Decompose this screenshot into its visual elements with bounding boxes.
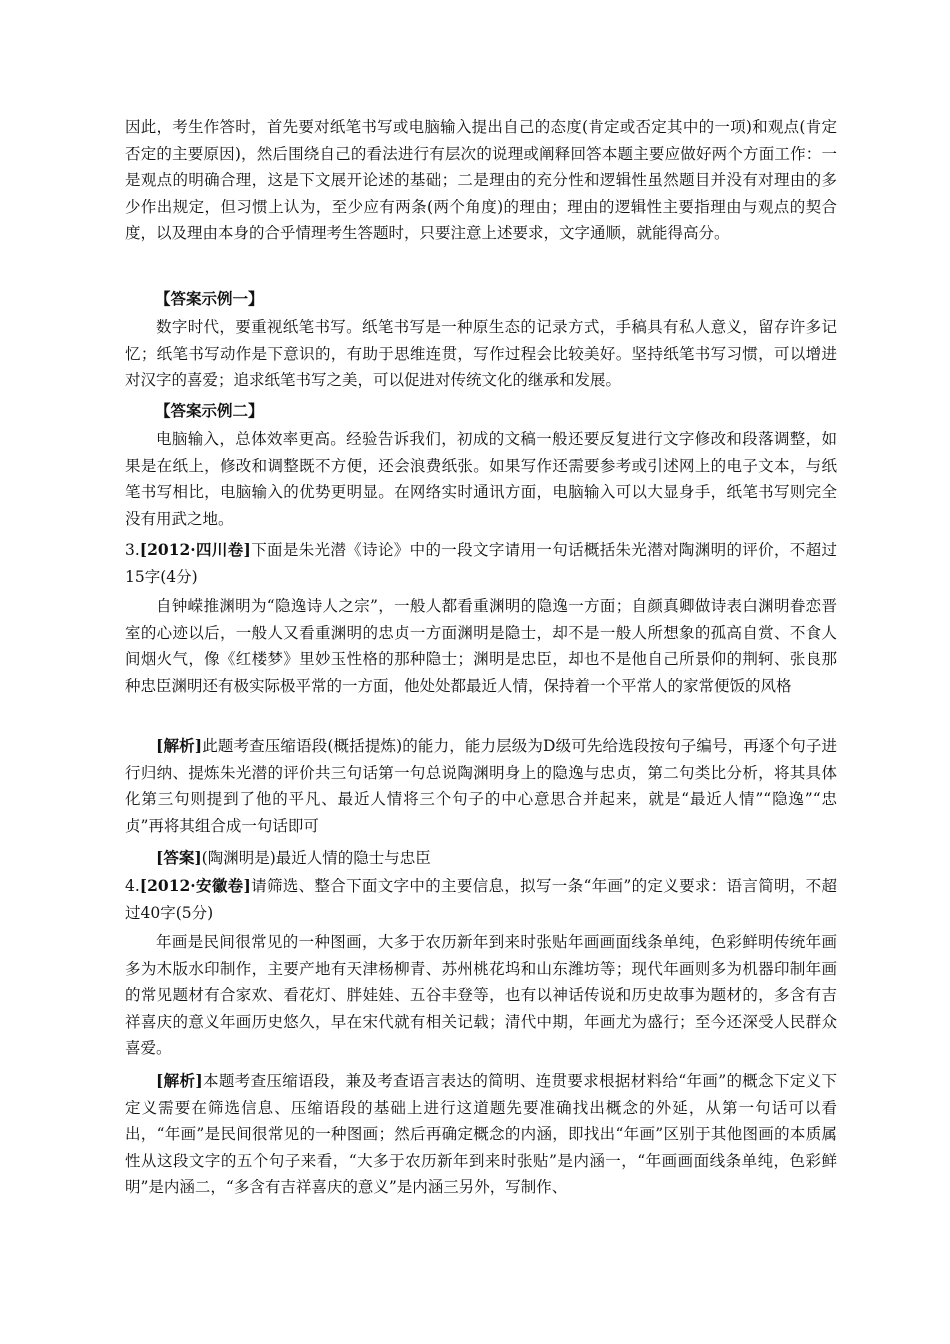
question-3-text: 下面是朱光潜《诗论》中的一段文字请用一句话概括朱光潜对陶渊明的评价，不超过15字(4分)	[125, 541, 837, 586]
question-3-answer-label: [答案]	[156, 848, 202, 867]
question-4-analysis-text: 本题考查压缩语段，兼及考查语言表达的简明、连贯要求根据材料给“年画”的概念下定义下定义需要在筛选信息、压缩语段的基础上进行这道题先要准确找出概念的外延，从第一句话可以看出，“年画”是民间很常见的一种图画；然后再确定概念的内涵，即找出“年画”区别于其他图画的本质属性从这段文字的五个句子来看，“大多于农历新年到来时张贴”是内涵一，“年画画面线条单纯，色彩鲜明”是内涵二，“多含有吉祥喜庆的意义”是内涵三另外，写制作、	[125, 1072, 838, 1196]
question-4-source: [2012·安徽卷]	[139, 876, 251, 895]
question-4-number: 4.	[125, 877, 140, 895]
example-two-label: 【答案示例二】	[155, 401, 264, 420]
question-3-answer	[156, 845, 431, 872]
question-3-source: [2012·四川卷]	[139, 540, 251, 559]
question-4-analysis	[125, 1068, 837, 1201]
question-3-analysis	[125, 733, 837, 839]
example-one-text: 数字时代，要重视纸笔书写。纸笔书写是一种原生态的记录方式，手稿具有私人意义，留存许多记忆；纸笔书写动作是下意识的，有助于思维连贯，写作过程会比较美好。坚持纸笔书写习惯，可以增进对汉字的喜爱；追求纸笔书写之美，可以促进对传统文化的继承和发展。	[125, 318, 837, 389]
question-4-stem	[125, 873, 837, 926]
question-3-analysis-label: [解析]	[156, 736, 203, 755]
question-3-passage: 自钟嵘推渊明为“隐逸诗人之宗”，一般人都看重渊明的隐逸一方面；自颜真卿做诗表白渊明眷恋晋室的心迹以后，一般人又看重渊明的忠贞一方面渊明是隐士，却不是一般人所想象的孤高自赏、不食人间烟火气，像《红楼梦》里妙玉性格的那种隐士；渊明是忠臣，却也不是他自己所景仰的荆轲、张良那种忠臣渊明还有极实际极平常的一方面，他处处都最近人情，保持着一个平常人的家常便饭的风格	[125, 597, 837, 695]
example-one-label: 【答案示例一】	[155, 289, 264, 308]
question-3-answer-text: (陶渊明是)最近人情的隐士与忠臣	[201, 849, 431, 867]
question-3-stem	[125, 537, 837, 590]
question-4-passage: 年画是民间很常见的一种图画，大多于农历新年到来时张贴年画画面线条单纯，色彩鲜明传统年画多为木版水印制作，主要产地有天津杨柳青、苏州桃花坞和山东潍坊等；现代年画则多为机器印制年画的常见题材有合家欢、看花灯、胖娃娃、五谷丰登等，也有以神话传说和历史故事为题材的，多含有吉祥喜庆的意义年画历史悠久，早在宋代就有相关记载；清代中期，年画尤为盛行；至今还深受人民群众喜爱。	[125, 933, 837, 1057]
question-3-number: 3.	[125, 541, 140, 559]
question-3-analysis-text: 此题考查压缩语段(概括提炼)的能力，能力层级为D级可先给选段按句子编号，再逐个句子进行归纳、提炼朱光潜的评价共三句话第一句总说陶渊明身上的隐逸与忠贞，第二句类比分析，将其具体化第三句则提到了他的平凡、最近人情将三个句子的中心意思合并起来，就是“最近人情”“隐逸”“忠贞”再将其组合成一句话即可	[125, 737, 837, 835]
example-two-text: 电脑输入，总体效率更高。经验告诉我们，初成的文稿一般还要反复进行文字修改和段落调整，如果是在纸上，修改和调整既不方便，还会浪费纸张。如果写作还需要参考或引述网上的电子文本，与纸笔书写相比，电脑输入的优势更明显。在网络实时通讯方面，电脑输入可以大显身手，纸笔书写则完全没有用武之地。	[125, 430, 837, 528]
question-4-analysis-label: [解析]	[156, 1071, 203, 1090]
intro-paragraph: 因此，考生作答时，首先要对纸笔书写或电脑输入提出自己的态度(肯定或否定其中的一项)和观点(肯定否定的主要原因)，然后围绕自己的看法进行有层次的说理或阐释回答本题主要应做好两个方面工作：一是观点的明确合理，这是下文展开论述的基础；二是理由的充分性和逻辑性虽然题目并没有对理由的多少作出规定，但习惯上认为，至少应有两条(两个角度)的理由；理由的逻辑性主要指理由与观点的契合度，以及理由本身的合乎情理考生答题时，只要注意上述要求，文字通顺，就能得高分。	[125, 118, 837, 242]
question-4-text: 请筛选、整合下面文字中的主要信息，拟写一条“年画”的定义要求：语言简明，不超过40字(5分)	[125, 877, 837, 922]
